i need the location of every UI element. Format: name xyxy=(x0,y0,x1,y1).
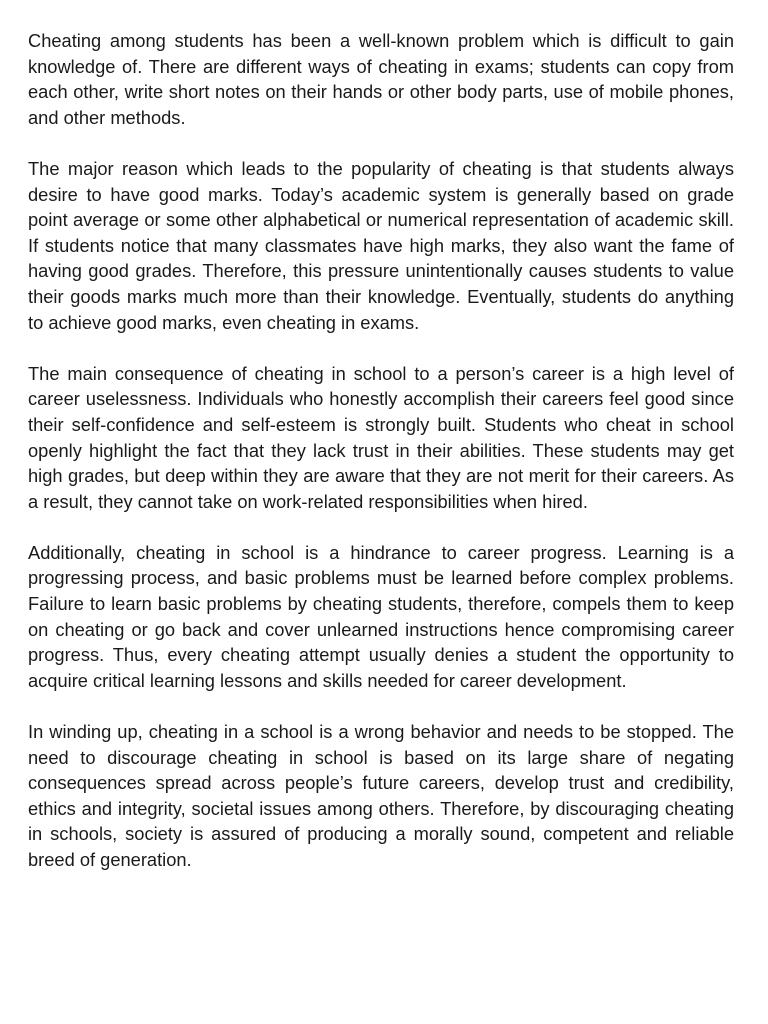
paragraph-conclusion: In winding up, cheating in a school is a wrong behavior and needs to be stopped. The need to discourage cheating in school is based on its large share of negating consequences spread across people’s future careers, develop trust and credibility, ethics and integrity, societal issues among others. Therefore, by discouraging cheating in schools, society is assured of producing a morally sound, competent and reliable breed of generation. xyxy=(28,721,734,870)
paragraph-career-progress: Additionally, cheating in school is a hindrance to career progress. Learning is a progressing process, and basic problems must be learned before complex problems. Failure to learn basic problems by cheating students, therefore, compels them to keep on cheating or go back and cover unlearned instructions hence compromising career progress. Thus, every cheating attempt usually denies a student the opportunity to acquire critical learning lessons and skills needed for career development. xyxy=(28,541,734,691)
paragraph-major-reason: The major reason which leads to the popularity of cheating is that students always desire to have good marks. Today’s academic system is generally based on grade point average or some other alphabetical or numerical representation of academic skill. If students notice that many classmates have high marks, they also want the fame of having good grades. Therefore, this pressure unintentionally causes students to value their goods marks much more than their knowledge. Eventually, students do anything to achieve good marks, even cheating in exams. xyxy=(28,157,734,333)
paragraph-introduction: Cheating among students has been a well-known problem which is difficult to gain knowledge of. There are different ways of cheating in exams; students can copy from each other, write short notes on their hands or other body parts, use of mobile phones, and other methods. xyxy=(28,30,734,128)
paragraph-main-consequence: The main consequence of cheating in school to a person’s career is a high level of career uselessness. Individuals who honestly accomplish their careers feel good since their self-confidence and self-esteem is strongly built. Students who cheat in school openly highlight the fact that they lack trust in their abilities. These students may get high grades, but deep within they are aware that they are not merit for their careers. As a result, they cannot take on work-related responsibilities when hired. xyxy=(28,362,734,512)
document-body xyxy=(28,28,734,898)
